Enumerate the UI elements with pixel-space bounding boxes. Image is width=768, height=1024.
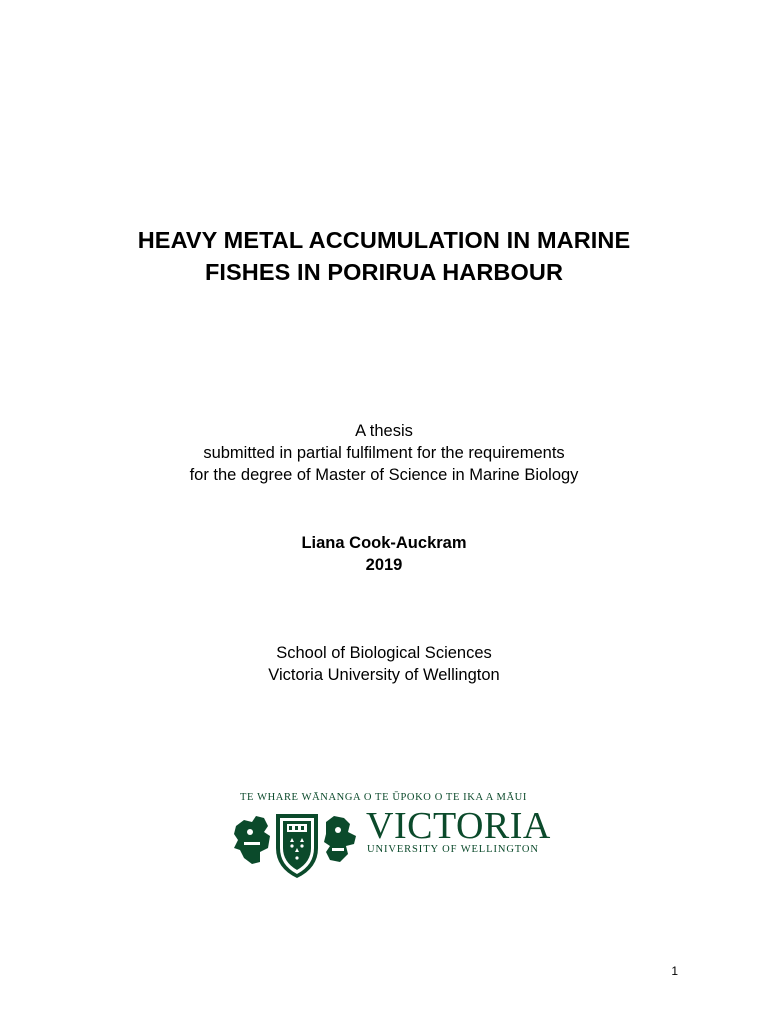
thesis-line-3: for the degree of Master of Science in Marine Biology	[189, 466, 579, 484]
author-year: 2019	[365, 556, 403, 574]
title-line-2: FISHES IN PORIRUA HARBOUR	[204, 259, 564, 285]
school-name: School of Biological Sciences	[276, 644, 492, 662]
logo-tagline: TE WHARE WĀNANGA O TE ŪPOKO O TE IKA A MĀUI	[240, 792, 527, 803]
author-block	[0, 532, 768, 576]
crest-icon	[230, 808, 364, 882]
thesis-statement	[0, 420, 768, 486]
logo-wordmark: VICTORIA	[366, 805, 551, 847]
university-name: Victoria University of Wellington	[268, 666, 500, 684]
thesis-line-1: A thesis	[355, 422, 413, 440]
page-number: 1	[671, 964, 678, 978]
institution-block	[0, 642, 768, 686]
title-line-1: HEAVY METAL ACCUMULATION IN MARINE	[137, 227, 631, 253]
university-logo	[230, 792, 551, 882]
thesis-title	[0, 224, 768, 288]
logo-subline: UNIVERSITY OF WELLINGTON	[367, 844, 539, 855]
thesis-line-2: submitted in partial fulfilment for the requirements	[203, 444, 565, 462]
author-name: Liana Cook-Auckram	[301, 534, 467, 552]
